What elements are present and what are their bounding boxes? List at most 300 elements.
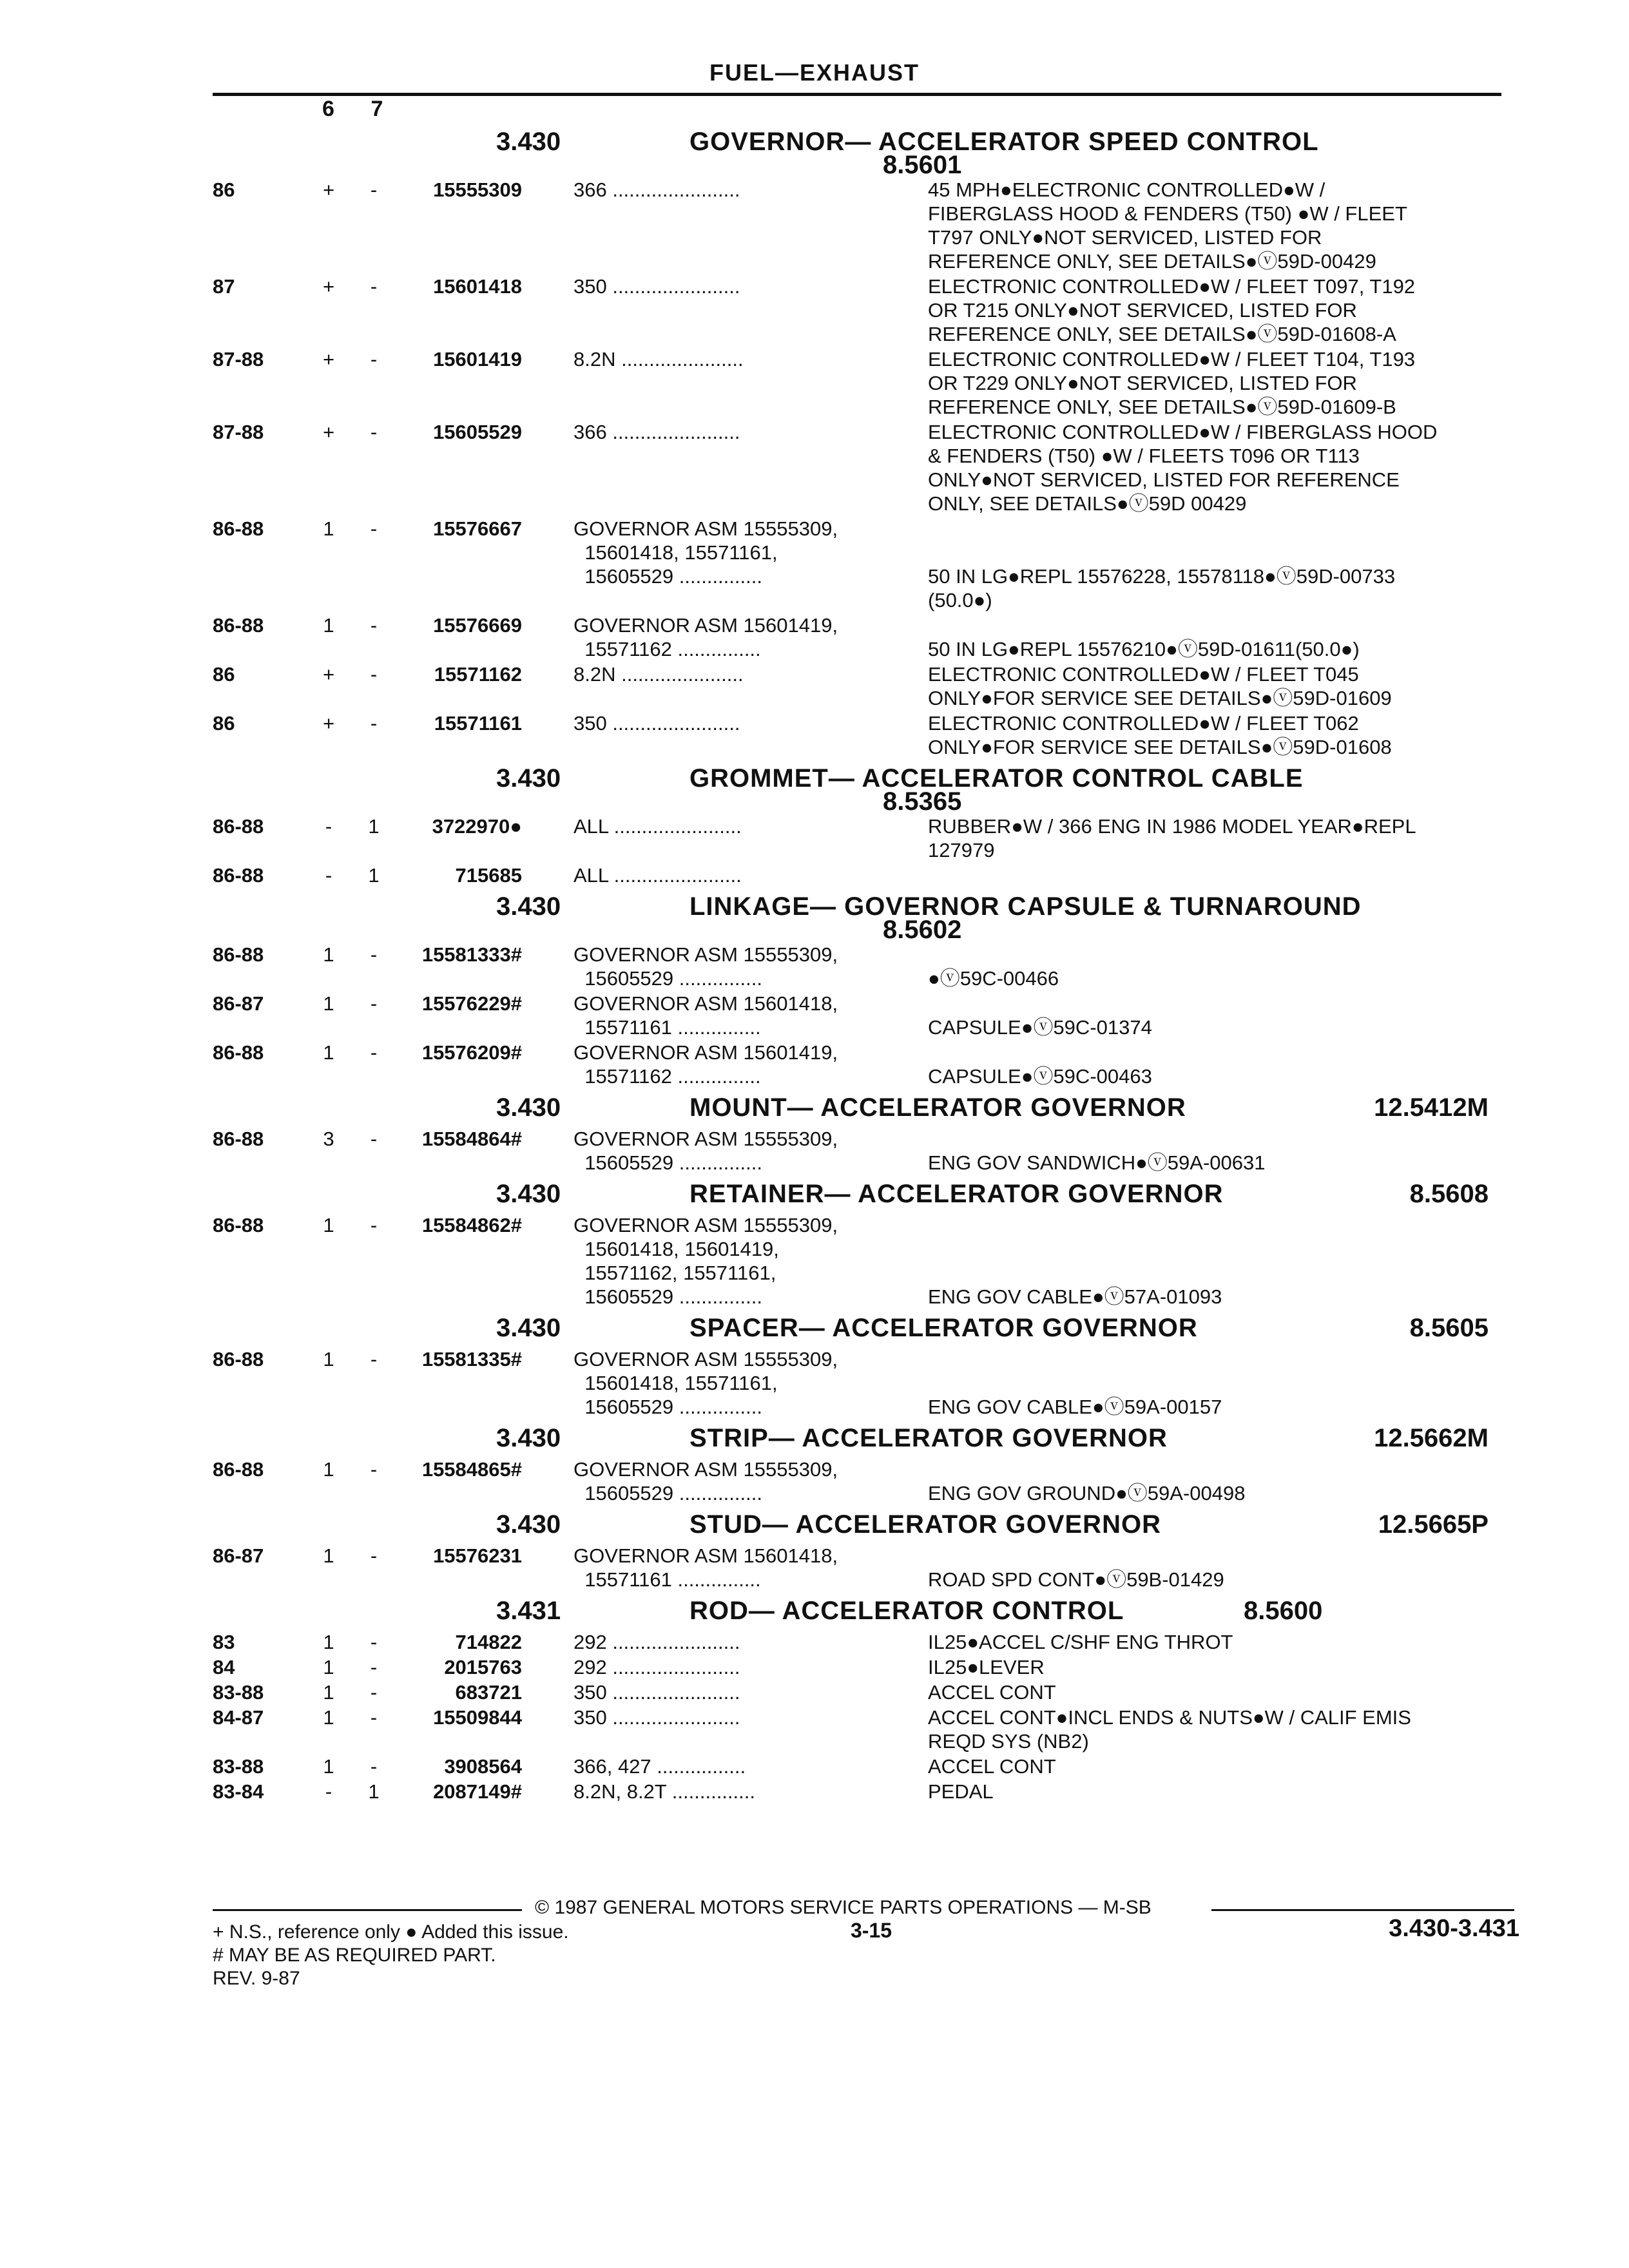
usage	[574, 1630, 909, 1654]
qty-col-7: -	[370, 1631, 378, 1653]
usage-line: 292 .......................	[574, 1656, 740, 1678]
page-number: 3-15	[851, 1919, 892, 1942]
description	[928, 517, 1521, 612]
description-line: ELECTRONIC CONTROLLED●W / FLEET T045	[928, 663, 1359, 686]
qty-col-7: -	[370, 1706, 378, 1729]
description-line	[928, 1041, 1521, 1064]
description-line	[928, 1544, 1521, 1568]
description-line: PEDAL	[928, 1780, 994, 1803]
description-line: ACCEL CONT	[928, 1681, 1056, 1704]
column-headings	[322, 97, 413, 122]
model-years: 86-88	[213, 1041, 264, 1064]
section-heading	[213, 1093, 1521, 1127]
description-line: ●ⓥ59C-00466	[928, 967, 1059, 990]
qty-col-7: -	[370, 614, 378, 637]
qty-col-6: 1	[323, 1458, 334, 1481]
description-line	[928, 517, 1521, 541]
revision: REV. 9-87	[213, 1968, 300, 1989]
section-code: 8.5605	[1409, 1314, 1489, 1342]
footnote-ns: + N.S., reference only ● Added this issue.	[213, 1921, 569, 1943]
description-line: T797 ONLY●NOT SERVICED, LISTED FOR	[928, 226, 1322, 249]
model-years: 86-88	[213, 1214, 264, 1236]
qty-col-7: -	[370, 421, 378, 443]
page-title: FUEL—EXHAUST	[709, 59, 920, 86]
description	[928, 420, 1521, 515]
section-heading	[213, 1510, 1521, 1544]
part-row	[213, 1213, 1521, 1309]
usage	[574, 347, 909, 419]
part-row	[213, 274, 1521, 346]
model-years: 86	[213, 663, 235, 686]
description	[928, 1544, 1521, 1591]
usage-line: GOVERNOR ASM 15555309,	[574, 1348, 838, 1370]
description-line: 127979	[928, 839, 995, 861]
section-ref: 3.430	[496, 892, 561, 921]
description	[928, 1655, 1521, 1679]
usage-line: 8.2N ......................	[574, 663, 744, 686]
description-line	[928, 1261, 1521, 1285]
part-number: 2087149#	[433, 1780, 522, 1803]
usage-line: GOVERNOR ASM 15555309,	[574, 1458, 838, 1481]
usage	[574, 1127, 909, 1175]
column-7-heading: 7	[371, 97, 383, 121]
description-line: ENG GOV CABLE●ⓥ59A-00157	[928, 1396, 1222, 1418]
qty-col-6: 1	[323, 517, 334, 540]
description-line: REFERENCE ONLY, SEE DETAILS●ⓥ59D-01608-A	[928, 323, 1396, 345]
part-row	[213, 517, 1521, 612]
usage-line: GOVERNOR ASM 15555309,	[574, 517, 838, 540]
qty-col-7: -	[370, 275, 378, 298]
qty-col-6: +	[322, 275, 335, 298]
part-row	[213, 1780, 1521, 1803]
section-ref: 3.430	[496, 128, 561, 156]
model-years: 86-88	[213, 815, 264, 838]
model-years: 83	[213, 1631, 235, 1653]
part-row	[213, 863, 1521, 887]
description	[928, 1127, 1521, 1175]
parts-listing	[213, 122, 1521, 1805]
description-line	[928, 992, 1521, 1015]
usage-line: 350 .......................	[574, 1681, 740, 1704]
usage-line: GOVERNOR ASM 15601419,	[574, 1041, 838, 1064]
qty-col-7: -	[370, 712, 378, 735]
part-number: 3722970●	[432, 815, 522, 838]
qty-col-6: -	[325, 864, 333, 887]
description	[928, 943, 1521, 990]
usage	[574, 1041, 909, 1088]
usage-line: ALL .......................	[574, 815, 742, 838]
qty-col-7: -	[370, 1041, 378, 1064]
usage	[574, 274, 909, 346]
usage-line: GOVERNOR ASM 15601418,	[574, 1544, 838, 1567]
description-line: ENG GOV SANDWICH●ⓥ59A-00631	[928, 1151, 1266, 1174]
usage	[574, 1347, 909, 1419]
part-row	[213, 943, 1521, 990]
model-years: 86-88	[213, 943, 264, 966]
part-number: 15576669	[433, 614, 522, 637]
model-years: 86-88	[213, 614, 264, 637]
section-name: SPACER— ACCELERATOR GOVERNOR	[689, 1314, 1198, 1342]
description-line: RUBBER●W / 366 ENG IN 1986 MODEL YEAR●REPL	[928, 815, 1416, 838]
description-line	[928, 943, 1521, 966]
section-code: 12.5662M	[1374, 1424, 1489, 1452]
part-row	[213, 662, 1521, 710]
model-years: 87-88	[213, 348, 264, 370]
description-line: ONLY●NOT SERVICED, LISTED FOR REFERENCE	[928, 468, 1400, 491]
part-number: 715685	[455, 864, 522, 887]
description	[928, 1754, 1521, 1778]
description-line	[928, 1127, 1521, 1151]
qty-col-7: -	[370, 1458, 378, 1481]
usage-line: 15571162, 15571161,	[574, 1262, 776, 1284]
usage-line: 15571162 ...............	[574, 638, 761, 660]
part-row	[213, 1630, 1521, 1654]
usage-line: 15601418, 15601419,	[574, 1238, 779, 1260]
description-line: ENG GOV CABLE●ⓥ57A-01093	[928, 1285, 1222, 1308]
description-line: 50 IN LG●REPL 15576228, 15578118●ⓥ59D-00733	[928, 565, 1396, 588]
model-years: 86	[213, 712, 235, 735]
qty-col-7: -	[370, 517, 378, 540]
header-rule	[213, 93, 1501, 96]
description-line: & FENDERS (T50) ●W / FLEETS T096 OR T113	[928, 445, 1360, 467]
page-range: 3.430-3.431	[1389, 1915, 1519, 1942]
usage-line: 15601418, 15571161,	[574, 541, 778, 564]
usage	[574, 1213, 909, 1309]
description-line	[928, 1237, 1521, 1261]
description	[928, 1213, 1521, 1309]
part-row	[213, 613, 1521, 661]
part-row	[213, 420, 1521, 515]
description-line: OR T215 ONLY●NOT SERVICED, LISTED FOR	[928, 299, 1357, 322]
usage-line: 15605529 ...............	[574, 967, 762, 990]
description	[928, 1457, 1521, 1505]
section-heading	[213, 128, 1521, 178]
part-number: 15571161	[434, 712, 522, 735]
usage-line: 8.2N, 8.2T ...............	[574, 1780, 755, 1803]
part-row	[213, 1754, 1521, 1778]
footer-rule-left	[213, 1909, 522, 1911]
part-row	[213, 178, 1521, 273]
qty-col-6: 1	[323, 614, 334, 637]
description-line: ROAD SPD CONT●ⓥ59B-01429	[928, 1568, 1224, 1591]
qty-col-6: 1	[323, 1706, 334, 1729]
usage-line: GOVERNOR ASM 15555309,	[574, 1214, 838, 1236]
usage-line: 15571162 ...............	[574, 1065, 761, 1088]
usage	[574, 1457, 909, 1505]
section-name: ROD— ACCELERATOR CONTROL	[689, 1597, 1124, 1625]
description-line: ONLY●FOR SERVICE SEE DETAILS●ⓥ59D-01609	[928, 687, 1392, 709]
description-line	[928, 1371, 1521, 1395]
section-code: 8.5365	[883, 787, 962, 816]
qty-col-6: +	[322, 348, 335, 370]
usage	[574, 613, 909, 661]
qty-col-7: -	[370, 1681, 378, 1704]
qty-col-6: 1	[323, 1214, 334, 1236]
description-line: REFERENCE ONLY, SEE DETAILS●ⓥ59D-00429	[928, 250, 1376, 273]
footnote-as-required: # MAY BE AS REQUIRED PART.	[213, 1945, 496, 1966]
qty-col-7: 1	[368, 1780, 380, 1803]
description-line: (50.0●)	[928, 589, 992, 611]
usage	[574, 711, 909, 759]
model-years: 86-87	[213, 1544, 264, 1567]
qty-col-6: 1	[323, 1681, 334, 1704]
description	[928, 711, 1521, 759]
part-number: 15509844	[433, 1706, 522, 1729]
part-number: 2015763	[444, 1656, 522, 1678]
part-row	[213, 814, 1521, 862]
usage	[574, 943, 909, 990]
qty-col-6: 1	[323, 1544, 334, 1567]
section-code: 12.5665P	[1378, 1510, 1489, 1539]
model-years: 86-88	[213, 1128, 264, 1150]
model-years: 84	[213, 1656, 235, 1678]
qty-col-6: -	[325, 1780, 333, 1803]
description-line: ACCEL CONT	[928, 1755, 1056, 1778]
qty-col-7: 1	[368, 864, 380, 887]
usage	[574, 1780, 909, 1803]
part-row	[213, 992, 1521, 1039]
section-ref: 3.430	[496, 1314, 561, 1342]
model-years: 86-87	[213, 992, 264, 1015]
model-years: 83-84	[213, 1780, 264, 1803]
description-line: REFERENCE ONLY, SEE DETAILS●ⓥ59D-01609-B	[928, 396, 1396, 418]
qty-col-6: 1	[323, 1348, 334, 1370]
part-number: 15576231	[433, 1544, 522, 1567]
usage-line: 366 .......................	[574, 421, 740, 443]
description-line: ELECTRONIC CONTROLLED●W / FLEET T104, T193	[928, 348, 1416, 370]
model-years: 87	[213, 275, 235, 298]
part-number: 683721	[455, 1681, 522, 1704]
usage-line: 15571161 ...............	[574, 1568, 761, 1591]
part-row	[213, 1655, 1521, 1679]
description-line: 45 MPH●ELECTRONIC CONTROLLED●W /	[928, 178, 1325, 201]
description-line	[928, 1347, 1521, 1371]
part-row	[213, 1041, 1521, 1088]
qty-col-6: +	[322, 712, 335, 735]
part-number: 15601419	[433, 348, 522, 370]
description-line	[928, 1213, 1521, 1237]
description	[928, 662, 1521, 710]
description-line: IL25●LEVER	[928, 1656, 1045, 1678]
description-line	[928, 613, 1521, 637]
part-row	[213, 1544, 1521, 1591]
model-years: 83-88	[213, 1755, 264, 1778]
description	[928, 178, 1521, 273]
description	[928, 1041, 1521, 1088]
part-number: 15576667	[433, 517, 522, 540]
usage-line: ALL .......................	[574, 864, 742, 887]
section-heading	[213, 1314, 1521, 1347]
qty-col-7: -	[370, 1128, 378, 1150]
part-number: 15576229#	[421, 992, 522, 1015]
usage-line: 366 .......................	[574, 178, 740, 201]
qty-col-7: -	[370, 1348, 378, 1370]
qty-col-6: +	[322, 421, 335, 443]
description-line: CAPSULE●ⓥ59C-01374	[928, 1016, 1152, 1039]
section-ref: 3.430	[496, 1180, 561, 1208]
section-code: 8.5601	[883, 151, 962, 179]
usage-line: 350 .......................	[574, 1706, 740, 1729]
section-ref: 3.430	[496, 1424, 561, 1452]
usage	[574, 517, 909, 612]
qty-col-6: 1	[323, 943, 334, 966]
section-heading	[213, 764, 1521, 814]
model-years: 86-88	[213, 1458, 264, 1481]
usage	[574, 420, 909, 515]
part-number: 714822	[455, 1631, 522, 1653]
description	[928, 1680, 1521, 1704]
description-line: ELECTRONIC CONTROLLED●W / FLEET T097, T192	[928, 275, 1416, 298]
section-name: STRIP— ACCELERATOR GOVERNOR	[689, 1424, 1168, 1452]
section-name: MOUNT— ACCELERATOR GOVERNOR	[689, 1093, 1186, 1122]
model-years: 86-88	[213, 517, 264, 540]
section-name: RETAINER— ACCELERATOR GOVERNOR	[689, 1180, 1224, 1208]
description-line: FIBERGLASS HOOD & FENDERS (T50) ●W / FLEET	[928, 202, 1407, 225]
usage-line: 15605529 ...............	[574, 1151, 762, 1174]
description-line: ELECTRONIC CONTROLLED●W / FIBERGLASS HOOD	[928, 421, 1438, 443]
qty-col-6: 1	[323, 992, 334, 1015]
footer-rule-right	[1211, 1909, 1514, 1911]
copyright: © 1987 GENERAL MOTORS SERVICE PARTS OPERATIONS — M-SB	[535, 1897, 1152, 1918]
section-name: GOVERNOR— ACCELERATOR SPEED CONTROL	[689, 128, 1319, 156]
part-number: 3908564	[444, 1755, 522, 1778]
qty-col-6: 1	[323, 1755, 334, 1778]
part-number: 15601418	[433, 275, 522, 298]
usage	[574, 662, 909, 710]
usage-line: GOVERNOR ASM 15601419,	[574, 614, 838, 637]
usage	[574, 1680, 909, 1704]
section-heading	[213, 1424, 1521, 1457]
section-heading	[213, 892, 1521, 943]
section-heading	[213, 1180, 1521, 1213]
part-row	[213, 1680, 1521, 1704]
part-number: 15584864#	[421, 1128, 522, 1150]
part-row	[213, 1347, 1521, 1419]
description	[928, 1780, 1521, 1803]
qty-col-6: 1	[323, 1041, 334, 1064]
usage	[574, 1544, 909, 1591]
section-ref: 3.430	[496, 1510, 561, 1539]
qty-col-7: -	[370, 178, 378, 201]
description	[928, 814, 1521, 862]
description-line: CAPSULE●ⓥ59C-00463	[928, 1065, 1152, 1088]
description	[928, 992, 1521, 1039]
usage-line: 15601418, 15571161,	[574, 1372, 778, 1394]
part-number: 15584862#	[421, 1214, 522, 1236]
qty-col-7: -	[370, 943, 378, 966]
model-years: 83-88	[213, 1681, 264, 1704]
qty-col-6: +	[322, 663, 335, 686]
section-code: 8.5608	[1409, 1180, 1489, 1208]
usage	[574, 863, 909, 887]
section-ref: 3.430	[496, 1093, 561, 1122]
section-name: LINKAGE— GOVERNOR CAPSULE & TURNAROUND	[689, 892, 1362, 921]
part-number: 15584865#	[421, 1458, 522, 1481]
part-row	[213, 1706, 1521, 1753]
usage-line: 15605529 ...............	[574, 1396, 762, 1418]
part-row	[213, 711, 1521, 759]
qty-col-7: -	[370, 1544, 378, 1567]
part-number: 15581335#	[421, 1348, 522, 1370]
qty-col-6: 3	[323, 1128, 334, 1150]
part-row	[213, 1457, 1521, 1505]
usage	[574, 992, 909, 1039]
part-number: 15581333#	[421, 943, 522, 966]
column-6-heading: 6	[322, 97, 334, 121]
usage	[574, 178, 909, 273]
section-ref: 3.430	[496, 764, 561, 793]
usage-line: 15605529 ...............	[574, 565, 762, 588]
model-years: 86	[213, 178, 235, 201]
description-line: 50 IN LG●REPL 15576210●ⓥ59D-01611(50.0●)	[928, 638, 1360, 660]
usage-line: 292 .......................	[574, 1631, 740, 1653]
qty-col-7: -	[370, 1755, 378, 1778]
description-line: IL25●ACCEL C/SHF ENG THROT	[928, 1631, 1233, 1653]
section-code: 8.5600	[1244, 1597, 1323, 1625]
usage-line: 15571161 ...............	[574, 1016, 761, 1039]
section-ref: 3.431	[496, 1597, 561, 1625]
usage-line: GOVERNOR ASM 15555309,	[574, 943, 838, 966]
part-row	[213, 1127, 1521, 1175]
usage	[574, 1706, 909, 1753]
qty-col-7: 1	[368, 815, 380, 838]
usage	[574, 1655, 909, 1679]
description-line: ACCEL CONT●INCL ENDS & NUTS●W / CALIF EMIS	[928, 1706, 1411, 1729]
usage-line: 15605529 ...............	[574, 1285, 762, 1308]
description	[928, 347, 1521, 419]
part-number: 15555309	[433, 178, 522, 201]
description-line: ENG GOV GROUND●ⓥ59A-00498	[928, 1482, 1246, 1504]
description-line	[928, 541, 1521, 564]
usage-line: 350 .......................	[574, 275, 740, 298]
section-code: 8.5602	[883, 916, 962, 944]
description-line	[928, 1457, 1521, 1481]
section-name: GROMMET— ACCELERATOR CONTROL CABLE	[689, 764, 1304, 793]
qty-col-6: 1	[323, 1631, 334, 1653]
usage-line: 8.2N ......................	[574, 348, 744, 370]
usage	[574, 814, 909, 862]
description-line: ONLY, SEE DETAILS●ⓥ59D 00429	[928, 492, 1247, 515]
section-heading	[213, 1597, 1521, 1630]
description-line: REQD SYS (NB2)	[928, 1730, 1089, 1753]
usage-line: 366, 427 ................	[574, 1755, 746, 1778]
part-row	[213, 347, 1521, 419]
description	[928, 1706, 1521, 1753]
description-line: ELECTRONIC CONTROLLED●W / FLEET T062	[928, 712, 1359, 735]
model-years: 86-88	[213, 1348, 264, 1370]
section-name: STUD— ACCELERATOR GOVERNOR	[689, 1510, 1161, 1539]
qty-col-7: -	[370, 1214, 378, 1236]
description	[928, 274, 1521, 346]
section-code: 12.5412M	[1374, 1093, 1489, 1122]
usage-line: GOVERNOR ASM 15601418,	[574, 992, 838, 1015]
part-number: 15576209#	[421, 1041, 522, 1064]
part-number: 15571162	[434, 663, 522, 686]
model-years: 87-88	[213, 421, 264, 443]
qty-col-6: -	[325, 815, 333, 838]
model-years: 84-87	[213, 1706, 264, 1729]
usage	[574, 1754, 909, 1778]
part-number: 15605529	[433, 421, 522, 443]
usage-line: 15605529 ...............	[574, 1482, 762, 1504]
usage-line: GOVERNOR ASM 15555309,	[574, 1128, 838, 1150]
qty-col-7: -	[370, 348, 378, 370]
description-line: OR T229 ONLY●NOT SERVICED, LISTED FOR	[928, 372, 1357, 394]
usage-line: 350 .......................	[574, 712, 740, 735]
qty-col-7: -	[370, 1656, 378, 1678]
description	[928, 1347, 1521, 1419]
description	[928, 1630, 1521, 1654]
